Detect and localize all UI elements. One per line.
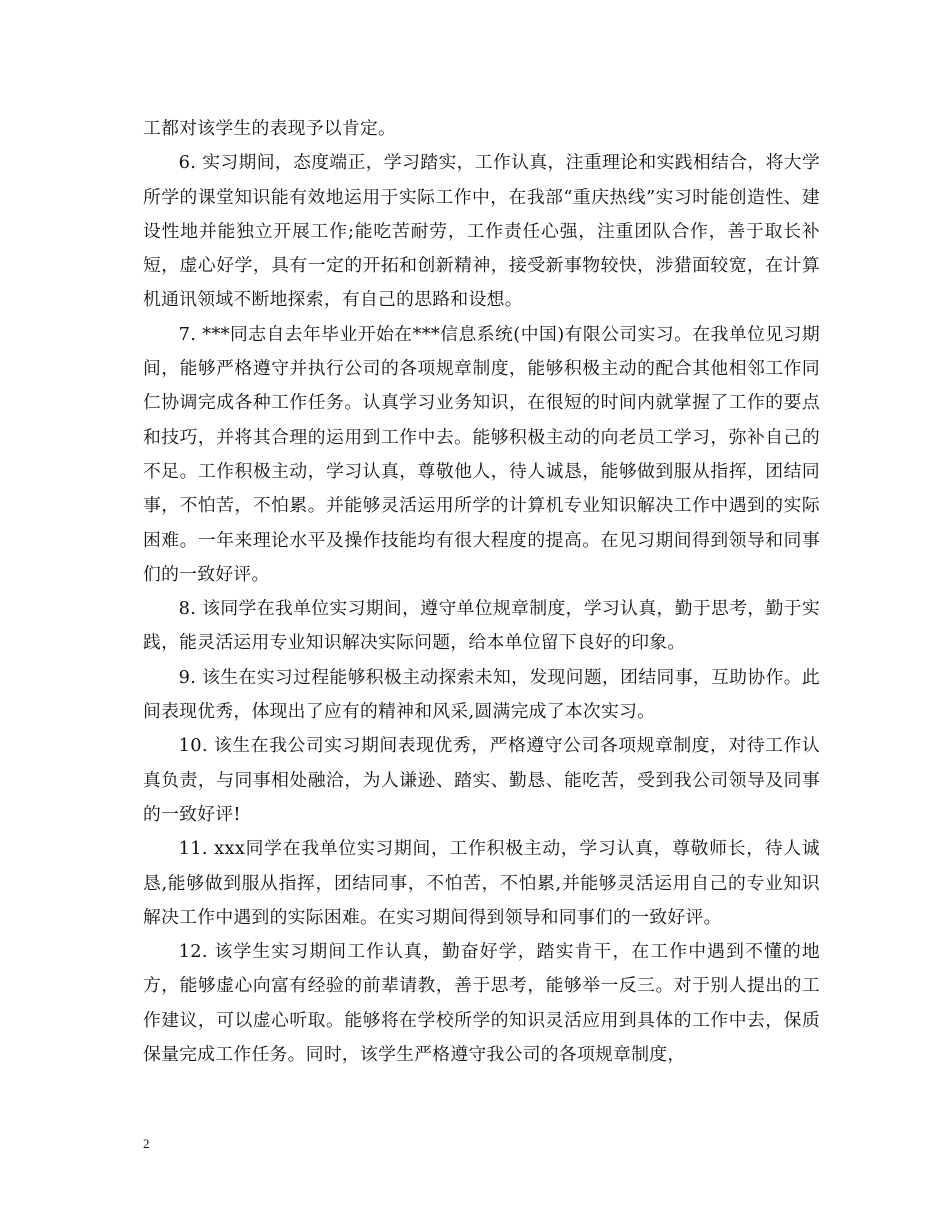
paragraph-item-8: 8. 该同学在我单位实习期间，遵守单位规章制度，学习认真，勤于思考，勤于实践，能灵活运用专业知识解决实际问题，给本单位留下良好的印象。 xyxy=(143,598,820,654)
document-body xyxy=(143,112,820,1072)
paragraph-continuation: 工都对该学生的表现予以肯定。 xyxy=(143,118,397,139)
paragraph-item-10: 10. 该生在我公司实习期间表现优秀，严格遵守公司各项规章制度，对待工作认真负责，与同事相处融洽，为人谦逊、踏实、勤恳、能吃苦，受到我公司领导及同事的一致好评! xyxy=(143,735,820,825)
paragraph-item-6: 6. 实习期间，态度端正，学习踏实，工作认真，注重理论和实践相结合，将大学所学的课堂知识能有效地运用于实际工作中，在我部“重庆热线”实习时能创造性、建设性地并能独立开展工作;能吃苦耐劳，工作责任心强，注重团队合作，善于取长补短，虚心好学，具有一定的开拓和创新精神，接受新事物较快，涉猎面较宽，在计算机通讯领域不断地探索，有自己的思路和设想。 xyxy=(143,152,820,311)
page-number: 2 xyxy=(143,1136,150,1151)
paragraph-item-9: 9. 该生在实习过程能够积极主动探索未知，发现问题，团结同事，互助协作。此间表现优秀，体现出了应有的精神和风采,圆满完成了本次实习。 xyxy=(143,666,820,723)
paragraph-item-11: 11. xxx同学在我单位实习期间，工作积极主动，学习认真，尊敬师长，待人诚恳,能够做到服从指挥，团结同事，不怕苦，不怕累,并能够灵活运用自己的专业知识解决工作中遇到的实际困难。在实习期间得到领导和同事们的一致好评。 xyxy=(143,838,820,928)
paragraph-item-7: 7. ***同志自去年毕业开始在***信息系统(中国)有限公司实习。在我单位见习期间，能够严格遵守并执行公司的各项规章制度，能够积极主动的配合其他相邻工作同仁协调完成各种工作任务。认真学习业务知识，在很短的时间内就掌握了工作的要点和技巧，并将其合理的运用到工作中去。能够积极主动的向老员工学习，弥补自己的不足。工作积极主动，学习认真，尊敬他人，待人诚恳，能够做到服从指挥，团结同事，不怕苦，不怕累。并能够灵活运用所学的计算机专业知识解决工作中遇到的实际困难。一年来理论水平及操作技能均有很大程度的提高。在见习期间得到领导和同事们的一致好评。 xyxy=(143,323,820,585)
paragraph-item-12: 12. 该学生实习期间工作认真，勤奋好学，踏实肯干，在工作中遇到不懂的地方，能够虚心向富有经验的前辈请教，善于思考，能够举一反三。对于别人提出的工作建议，可以虚心听取。能够将在学校所学的知识灵活应用到具体的工作中去，保质保量完成工作任务。同时，该学生严格遵守我公司的各项规章制度， xyxy=(143,941,820,1066)
